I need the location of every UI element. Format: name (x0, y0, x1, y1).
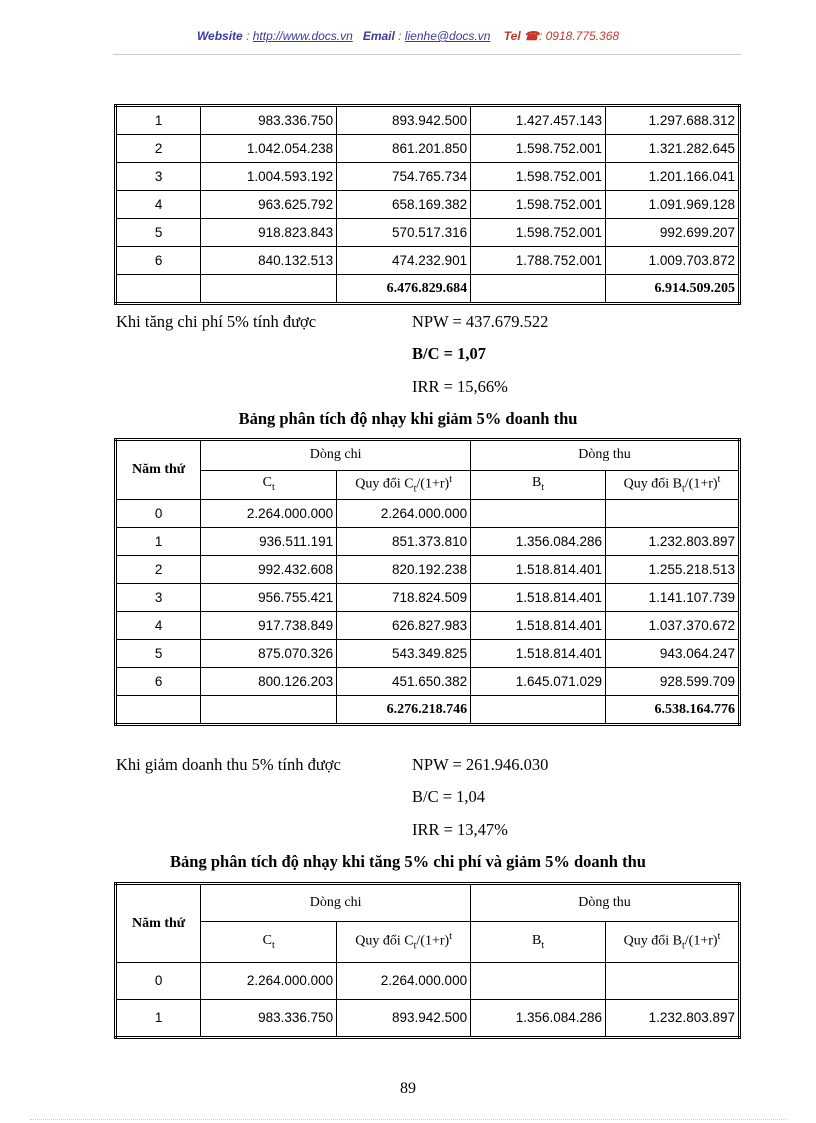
benefit-cell: 1.598.752.001 (471, 135, 606, 163)
cost-pv-cell: 451.650.382 (337, 668, 471, 696)
table-row (116, 135, 740, 163)
benefit-pv-cell (606, 963, 740, 1000)
table-header-row (116, 884, 740, 922)
table-row (116, 612, 740, 640)
table-subheader-row (116, 470, 740, 499)
table-cost-increase (114, 104, 741, 305)
benefit-cell: 1.518.814.401 (471, 640, 606, 668)
header-bt (471, 922, 606, 963)
benefit-pv-cell: 1.321.282.645 (606, 135, 740, 163)
cost-cell: 917.738.849 (201, 612, 337, 640)
header-ct-text: C (262, 475, 272, 491)
year-cell: 2 (116, 135, 201, 163)
benefit-cell: 1.518.814.401 (471, 612, 606, 640)
table-row (116, 584, 740, 612)
cost-cell: 956.755.421 (201, 584, 337, 612)
header-benefit: Dòng thu (471, 884, 740, 922)
header-bt-conv-tail: /(1+r) (684, 476, 718, 492)
table-row (116, 640, 740, 668)
table-row (116, 500, 740, 528)
empty-cell (471, 275, 606, 304)
cost-pv-cell: 570.517.316 (337, 219, 471, 247)
benefit-pv-cell: 928.599.709 (606, 668, 740, 696)
header-bt-sub: t (541, 482, 545, 494)
cost-pv-cell: 861.201.850 (337, 135, 471, 163)
empty-cell (201, 275, 337, 304)
header-ct-conv-exp: t (449, 931, 452, 943)
page-number: 89 (400, 1080, 416, 1097)
header-year: Năm thứ (116, 884, 201, 963)
email-link[interactable]: lienhe@docs.vn (404, 29, 491, 43)
benefit-pv-cell: 1.201.166.041 (606, 163, 740, 191)
tel-number: : 0918.775.368 (538, 29, 620, 43)
table-row (116, 963, 740, 1000)
result1-label: Khi tăng chi phí 5% tính được (116, 312, 317, 331)
header-bt-conv-exp: t (717, 931, 721, 943)
benefit-pv-cell: 1.037.370.672 (606, 612, 740, 640)
header-ct-sub: t (271, 482, 275, 494)
header-bt-conv-sub: t (682, 940, 685, 952)
cost-cell: 918.823.843 (201, 219, 337, 247)
email-label: Email (362, 29, 395, 43)
result1-npw: NPW = 437.679.522 (412, 312, 549, 331)
cost-pv-cell: 2.264.000.000 (337, 963, 471, 1000)
email-separator: : (394, 29, 405, 43)
table-row (116, 163, 740, 191)
cost-pv-cell: 718.824.509 (337, 584, 471, 612)
table-revenue-decrease (114, 438, 741, 726)
website-separator: : (242, 29, 253, 43)
year-cell: 1 (116, 1000, 201, 1038)
cost-cell: 983.336.750 (201, 1000, 337, 1038)
header-ct (201, 922, 337, 963)
header-bt (471, 470, 606, 499)
table-row (116, 191, 740, 219)
empty-cell (116, 696, 201, 725)
cost-cell: 2.264.000.000 (201, 500, 337, 528)
header-ct-conv-sub: t (413, 483, 417, 495)
cost-cell: 1.042.054.238 (201, 135, 337, 163)
cost-cell: 800.126.203 (201, 668, 337, 696)
year-cell: 5 (116, 640, 201, 668)
benefit-pv-cell: 1.141.107.739 (606, 584, 740, 612)
cost-pv-cell: 851.373.810 (337, 528, 471, 556)
cost-pv-cell: 893.942.500 (337, 106, 471, 135)
empty-cell (116, 275, 201, 304)
benefit-cell: 1.598.752.001 (471, 163, 606, 191)
total-cost-cell: 6.276.218.746 (337, 696, 471, 725)
header-cost: Dòng chi (201, 884, 471, 922)
cost-pv-cell: 893.942.500 (337, 1000, 471, 1038)
cost-pv-cell: 754.765.734 (337, 163, 471, 191)
cost-cell: 936.511.191 (201, 528, 337, 556)
year-cell: 0 (116, 500, 201, 528)
benefit-cell: 1.356.084.286 (471, 528, 606, 556)
benefit-pv-cell: 1.009.703.872 (606, 247, 740, 275)
benefit-pv-cell: 1.297.688.312 (606, 106, 740, 135)
table-combined-sensitivity (114, 882, 741, 1039)
empty-cell (201, 696, 337, 725)
empty-cell (471, 696, 606, 725)
benefit-pv-cell: 943.064.247 (606, 640, 740, 668)
cost-pv-cell: 2.264.000.000 (337, 500, 471, 528)
year-cell: 0 (116, 963, 201, 1000)
year-cell: 3 (116, 163, 201, 191)
header-bt-conv-tail: /(1+r) (684, 933, 718, 949)
benefit-cell: 1.645.071.029 (471, 668, 606, 696)
tel-label: Tel (503, 29, 521, 43)
header-benefit: Dòng thu (471, 440, 740, 471)
table-header-row (116, 440, 740, 471)
total-row (116, 275, 740, 304)
cost-pv-cell: 474.232.901 (337, 247, 471, 275)
header-bt-text: B (532, 475, 542, 491)
year-cell: 1 (116, 528, 201, 556)
header-bt-conv-text: Quy đổi B (623, 933, 683, 949)
header-bt-conv-sub: t (682, 483, 685, 495)
result2-label: Khi giảm doanh thu 5% tính được (116, 755, 341, 774)
website-link[interactable]: http://www.docs.vn (252, 29, 353, 43)
benefit-cell (471, 963, 606, 1000)
benefit-cell: 1.427.457.143 (471, 106, 606, 135)
cost-pv-cell: 820.192.238 (337, 556, 471, 584)
table-row (116, 106, 740, 135)
total-row (116, 696, 740, 725)
header-ct-conv-sub: t (413, 940, 417, 952)
table-row (116, 668, 740, 696)
cost-cell: 2.264.000.000 (201, 963, 337, 1000)
header-ct-conv-tail: /(1+r) (416, 476, 450, 492)
header-bt-conv-exp: t (717, 474, 721, 486)
header-ct-conv-tail: /(1+r) (416, 933, 450, 949)
benefit-cell: 1.518.814.401 (471, 584, 606, 612)
result1-bc: B/C = 1,07 (412, 344, 487, 363)
year-cell: 6 (116, 668, 201, 696)
benefit-cell: 1.356.084.286 (471, 1000, 606, 1038)
header-ct-conv (337, 470, 471, 499)
year-cell: 2 (116, 556, 201, 584)
year-cell: 4 (116, 191, 201, 219)
phone-icon: ☎ (524, 29, 539, 43)
header-bt-text: B (532, 932, 542, 948)
result2-npw: NPW = 261.946.030 (412, 755, 549, 774)
benefit-cell: 1.518.814.401 (471, 556, 606, 584)
table2-title: Bảng phân tích độ nhạy khi giảm 5% doanh thu (238, 409, 578, 428)
header-ct-sub: t (271, 939, 275, 951)
total-cost-cell: 6.476.829.684 (337, 275, 471, 304)
header-bt-conv (606, 922, 740, 963)
benefit-cell: 1.598.752.001 (471, 191, 606, 219)
year-cell: 5 (116, 219, 201, 247)
table1-body (116, 106, 740, 304)
benefit-pv-cell: 1.255.218.513 (606, 556, 740, 584)
benefit-cell: 1.598.752.001 (471, 219, 606, 247)
header-divider (113, 54, 741, 55)
cost-cell: 1.004.593.192 (201, 163, 337, 191)
header-bt-sub: t (541, 939, 545, 951)
header-ct-conv-text: Quy đổi C (355, 933, 414, 949)
cost-cell: 840.132.513 (201, 247, 337, 275)
footer-divider (30, 1119, 786, 1120)
header-ct-text: C (262, 932, 272, 948)
table-row (116, 556, 740, 584)
table3-title: Bảng phân tích độ nhạy khi tăng 5% chi phí và giảm 5% doanh thu (170, 852, 646, 871)
benefit-pv-cell: 1.232.803.897 (606, 528, 740, 556)
benefit-pv-cell: 1.232.803.897 (606, 1000, 740, 1038)
cost-pv-cell: 658.169.382 (337, 191, 471, 219)
website-label: Website (196, 29, 243, 43)
cost-pv-cell: 626.827.983 (337, 612, 471, 640)
header-ct-conv (337, 922, 471, 963)
cost-cell: 992.432.608 (201, 556, 337, 584)
benefit-pv-cell: 992.699.207 (606, 219, 740, 247)
result2-bc: B/C = 1,04 (412, 787, 486, 806)
header-ct-conv-text: Quy đổi C (355, 476, 414, 492)
table-subheader-row (116, 922, 740, 963)
header-bt-conv-text: Quy đổi B (623, 476, 683, 492)
year-cell: 1 (116, 106, 201, 135)
cost-pv-cell: 543.349.825 (337, 640, 471, 668)
result2-irr: IRR = 13,47% (412, 820, 508, 839)
benefit-pv-cell: 1.091.969.128 (606, 191, 740, 219)
year-cell: 3 (116, 584, 201, 612)
result1-irr: IRR = 15,66% (412, 377, 508, 396)
header-ct (201, 470, 337, 499)
year-cell: 6 (116, 247, 201, 275)
page-header (0, 29, 816, 43)
table-row (116, 219, 740, 247)
header-ct-conv-exp: t (449, 474, 452, 486)
total-benefit-cell: 6.914.509.205 (606, 275, 740, 304)
year-cell: 4 (116, 612, 201, 640)
benefit-cell (471, 500, 606, 528)
header-bt-conv (606, 470, 740, 499)
benefit-cell: 1.788.752.001 (471, 247, 606, 275)
table-row (116, 528, 740, 556)
header-year: Năm thứ (116, 440, 201, 500)
header-cost: Dòng chi (201, 440, 471, 471)
cost-cell: 875.070.326 (201, 640, 337, 668)
cost-cell: 963.625.792 (201, 191, 337, 219)
table-row (116, 247, 740, 275)
cost-cell: 983.336.750 (201, 106, 337, 135)
table-row (116, 1000, 740, 1038)
benefit-pv-cell (606, 500, 740, 528)
total-benefit-cell: 6.538.164.776 (606, 696, 740, 725)
